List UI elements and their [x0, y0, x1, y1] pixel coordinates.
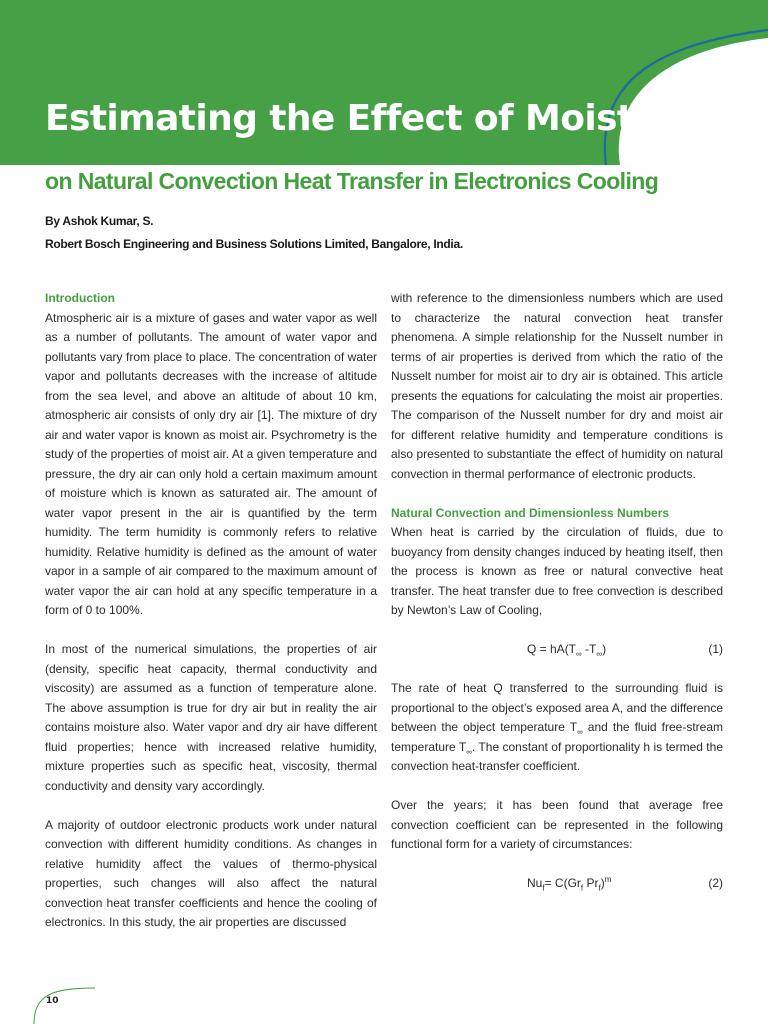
page-number: 10: [46, 996, 59, 1006]
equation-1-expression: $Q = hA(T_\infty$ $-T_\infty$): [527, 642, 607, 659]
simulation-paragraph: In most of the numerical simulations, the properties of air (density, specific heat capacity, thermal conductivity and viscosity) are assumed as a function of temperature alone. The above assumption is true for dry air but in reality the air contains moisture also. Water vapor and dry air have different fluid properties; hence with increased relative humidity, mixture properties such as specific heat, viscosity, thermal conductivity and density vary accordingly.: [45, 642, 377, 793]
article-subtitle: on Natural Convection Heat Transfer in Electronics Cooling: [45, 168, 659, 194]
header-banner: [0, 0, 768, 165]
equation-2-number: (2): [708, 876, 723, 890]
continued-paragraph: with reference to the dimensionless numbers which are used to characterize the natural convection heat transfer phenomena. A simple relationship for the Nusselt number in terms of air properties is derived from which the ratio of the Nusselt number for moist air to dry air is obtained. This article presents the equations for calculating the moist air properties. The comparison of the Nusselt number for dry and moist air for different relative humidity and temperature conditions is also presented to substantiate the effect of humidity on natural convection in thermal performance of electronic products.: [391, 291, 723, 481]
section-heading: Natural Convection and Dimensionless Numbers: [391, 505, 670, 520]
affiliation-line: Robert Bosch Engineering and Business Solutions Limited, Bangalore, India.: [45, 237, 463, 251]
introduction-heading: Introduction: [45, 291, 115, 305]
convection-paragraph: When heat is carried by the circulation of fluids, due to buoyancy from density changes induced by heating itself, then the process is known as free or natural convective heat transfer. The heat transfer due to free convection is described by Newton’s Law of Cooling,: [391, 525, 723, 617]
author-line: By Ashok Kumar, S.: [45, 214, 154, 228]
article-title: Estimating the Effect of Moist Air: [45, 98, 702, 139]
equation-newton-cooling: [391, 640, 723, 660]
left-column: [45, 289, 377, 933]
heat-rate-paragraph: The rate of heat Q transferred to the surrounding fluid is proportional to the object’s exposed area A, and the difference between the object temperature $T_\infty$ and the fluid free-stream temperature $T_\infty$. The constant of proportionality h is termed the convection heat-transfer coefficient.: [391, 681, 723, 773]
equation-nusselt: [391, 874, 723, 894]
intro-paragraph: Atmospheric air is a mixture of gases and water vapor as well as a number of pollutants. The amount of water vapor and pollutants vary from place to place. The concentration of water vapor and pollutants decreases with the increase of altitude from the sea level, and above an altitude of about 10 km, atmospheric air consists of only dry air [1]. The mixture of dry air and water vapor is known as moist air. Psychrometry is the study of the properties of moist air. At a given temperature and pressure, the dry air can only hold a certain maximum amount of moisture which is known as saturated air. The amount of water vapor present in the air is quantified by the term humidity. The term humidity is commonly refers to relative humidity. Relative humidity is defined as the amount of water vapor in a sample of air compared to the maximum amount of water vapor the air can hold at any specific temperature in a form of 0 to 100%.: [45, 310, 377, 617]
functional-form-paragraph: Over the years; it has been found that average free convection coefficient can be represented in the following functional form for a variety of circumstances:: [391, 798, 723, 851]
outdoor-products-paragraph: A majority of outdoor electronic products work under natural convection with different humidity conditions. As changes in relative humidity affect the values of thermo-physical properties, such changes will also affect the natural convection heat transfer coefficients and hence the cooling of electronics. In this study, the air properties are discussed: [45, 817, 377, 929]
equation-2-expression: $Nu_f= C(Gr_f$ $Pr_f)^m$: [527, 875, 612, 893]
right-column: [391, 289, 723, 913]
equation-1-number: (1): [708, 642, 723, 656]
